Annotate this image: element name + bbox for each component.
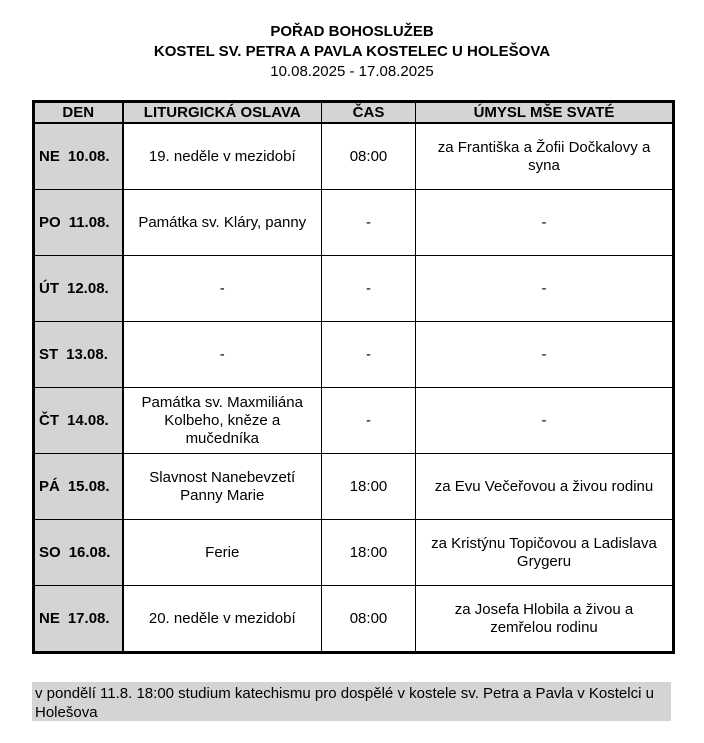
day-date: 16.08. bbox=[68, 543, 111, 561]
day-name: ČT bbox=[39, 411, 59, 429]
table-row bbox=[34, 256, 674, 322]
day-cell bbox=[34, 322, 123, 388]
day-date: 17.08. bbox=[67, 609, 110, 627]
intention-cell: - bbox=[416, 190, 674, 256]
celebration-cell: Ferie bbox=[123, 520, 322, 586]
day-cell bbox=[34, 256, 123, 322]
time-cell: 18:00 bbox=[322, 454, 416, 520]
time-cell: - bbox=[322, 190, 416, 256]
day-date: 12.08. bbox=[67, 279, 109, 297]
day-cell bbox=[34, 123, 123, 190]
time-cell: - bbox=[322, 256, 416, 322]
intention-cell: za Františka a Žofii Dočkalovy a syna bbox=[416, 123, 674, 190]
time-cell: 18:00 bbox=[322, 520, 416, 586]
column-header-umysl: ÚMYSL MŠE SVATÉ bbox=[416, 102, 674, 124]
day-cell bbox=[34, 388, 123, 454]
day-cell bbox=[34, 586, 123, 653]
table-row bbox=[34, 388, 674, 454]
table-header-row bbox=[34, 102, 674, 124]
column-header-cas: ČAS bbox=[322, 102, 416, 124]
intention-cell: - bbox=[416, 322, 674, 388]
day-cell bbox=[34, 190, 123, 256]
day-name: NE bbox=[39, 147, 60, 165]
column-header-den: DEN bbox=[34, 102, 123, 124]
table-row bbox=[34, 454, 674, 520]
celebration-cell: Slavnost Nanebevzetí Panny Marie bbox=[123, 454, 322, 520]
table-row bbox=[34, 190, 674, 256]
celebration-cell: Památka sv. Maxmiliána Kolbeho, kněze a mučedníka bbox=[123, 388, 322, 454]
announcement-note: v pondělí 11.8. 18:00 studium katechismu pro dospělé v kostele sv. Petra a Pavla v Kostelci u Holešova bbox=[32, 682, 671, 721]
day-name: PÁ bbox=[39, 477, 60, 495]
intention-cell: - bbox=[416, 388, 674, 454]
day-date: 15.08. bbox=[67, 477, 110, 495]
day-date: 13.08. bbox=[66, 345, 108, 363]
day-name: SO bbox=[39, 543, 61, 561]
time-cell: 08:00 bbox=[322, 586, 416, 653]
day-date: 14.08. bbox=[67, 411, 109, 429]
day-name: NE bbox=[39, 609, 60, 627]
column-header-oslava: LITURGICKÁ OSLAVA bbox=[123, 102, 322, 124]
intention-cell: za Josefa Hlobila a živou a zemřelou rodinu bbox=[416, 586, 674, 653]
day-name: ÚT bbox=[39, 279, 59, 297]
celebration-cell: 19. neděle v mezidobí bbox=[123, 123, 322, 190]
celebration-cell: - bbox=[123, 256, 322, 322]
day-cell bbox=[34, 454, 123, 520]
celebration-cell: Památka sv. Kláry, panny bbox=[123, 190, 322, 256]
time-cell: - bbox=[322, 322, 416, 388]
intention-cell: za Kristýnu Topičovou a Ladislava Grygeru bbox=[416, 520, 674, 586]
day-date: 11.08. bbox=[68, 213, 110, 231]
document-header bbox=[0, 22, 704, 82]
day-date: 10.08. bbox=[67, 147, 110, 165]
table-row bbox=[34, 123, 674, 190]
intention-cell: za Evu Večeřovou a živou rodinu bbox=[416, 454, 674, 520]
church-name: KOSTEL SV. PETRA A PAVLA KOSTELEC U HOLEŠOVA bbox=[153, 43, 551, 60]
intention-cell: - bbox=[416, 256, 674, 322]
day-cell bbox=[34, 520, 123, 586]
schedule-table bbox=[32, 100, 675, 654]
table-row bbox=[34, 586, 674, 653]
date-range: 10.08.2025 - 17.08.2025 bbox=[270, 63, 434, 80]
table-row bbox=[34, 322, 674, 388]
celebration-cell: - bbox=[123, 322, 322, 388]
schedule-title: POŘAD BOHOSLUŽEB bbox=[270, 23, 434, 40]
table-row bbox=[34, 520, 674, 586]
day-name: ST bbox=[39, 345, 59, 363]
celebration-cell: 20. neděle v mezidobí bbox=[123, 586, 322, 653]
time-cell: - bbox=[322, 388, 416, 454]
time-cell: 08:00 bbox=[322, 123, 416, 190]
day-name: PO bbox=[39, 213, 61, 231]
